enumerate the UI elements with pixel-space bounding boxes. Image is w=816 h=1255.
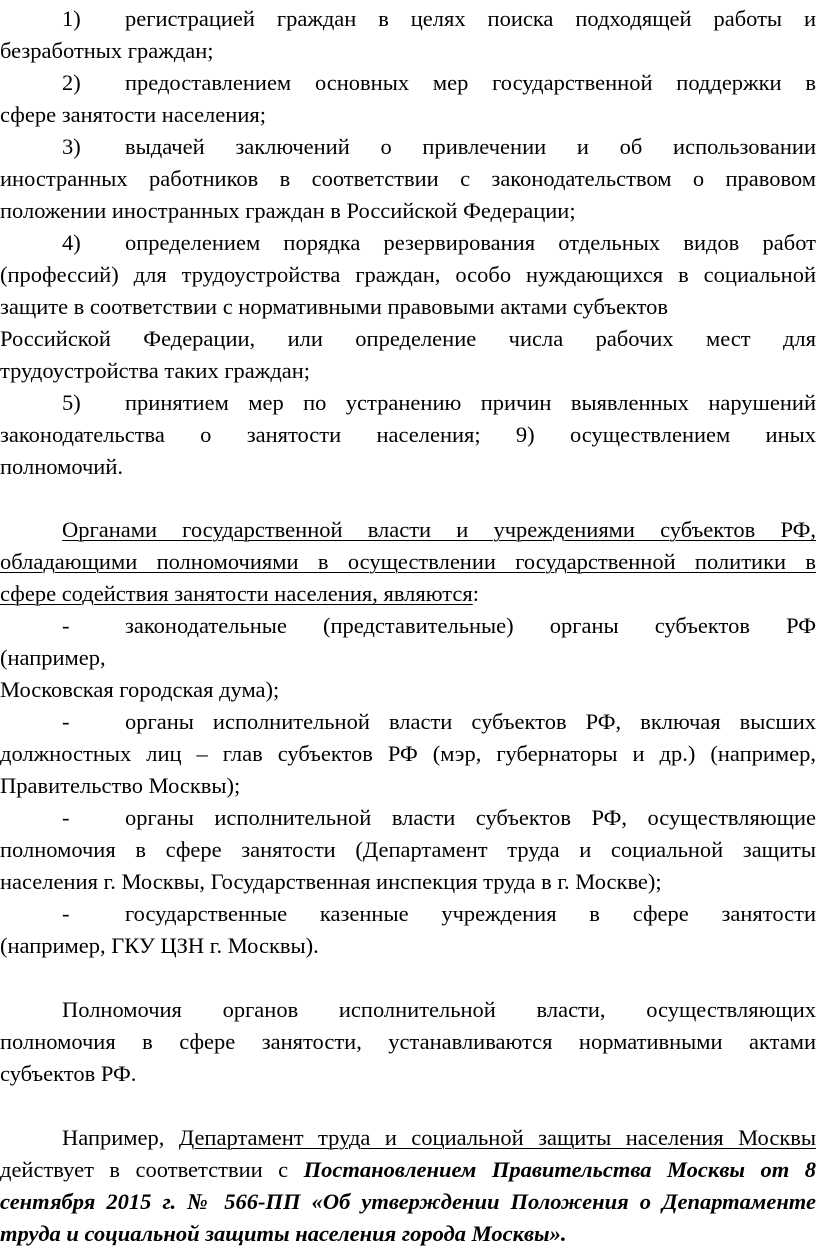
organs-item-4 [0, 898, 816, 930]
decree-title: сентября 2015 г. № 566-ПП «Об утверждении Положения о Департаменте [0, 1189, 816, 1214]
list-item-number: 4) [62, 230, 81, 255]
list-item-text: регистрацией граждан в целях поиска подходящей работы и [125, 6, 816, 31]
organs-heading-line: сфере содействия занятости населения, являются [0, 581, 473, 606]
list-item-continuation: иностранных работников в соответствии с законодательством о правовом [0, 166, 816, 191]
decree-title: труда и социальной защиты населения города Москвы». [0, 1221, 567, 1246]
organs-item-continuation: полномочия в сфере занятости (Департамент труда и социальной защиты [0, 837, 816, 862]
list-item-continuation: (профессий) для трудоустройства граждан, особо нуждающихся в социальной [0, 262, 816, 287]
dash-marker: - [62, 901, 70, 926]
organs-item-continuation: (например, [0, 645, 106, 670]
department-link[interactable]: Департамент труда и социальной защиты населения Москвы [178, 1125, 816, 1150]
example-text: действует в соответствии с [0, 1157, 304, 1182]
list-item-text: предоставлением основных мер государственной поддержки в [125, 70, 816, 95]
organs-heading-line: обладающими полномочиями в осуществлении государственной политики в [0, 549, 816, 574]
list-item-continuation: сфере занятости населения; [0, 102, 266, 127]
list-item-continuation: полномочий. [0, 454, 124, 479]
list-item-continuation: законодательства о занятости населения; 9) осуществлением иных [0, 422, 816, 447]
organs-item-continuation: Московская городская дума); [0, 677, 280, 702]
list-item-text: определением порядка резервирования отдельных видов работ [125, 230, 816, 255]
example-lead: Например, [62, 1125, 179, 1150]
list-item-number: 1) [62, 6, 81, 31]
list-item-continuation: безработных граждан; [0, 38, 214, 63]
organs-item-continuation: населения г. Москвы, Государственная инспекция труда в г. Москве); [0, 869, 662, 894]
dash-marker: - [62, 805, 70, 830]
decree-title: Постановлением Правительства Москвы от 8 [303, 1157, 816, 1182]
organs-heading-line: Органами государственной власти и учреждениями субъектов РФ, [62, 517, 816, 542]
list-item-text: выдачей заключений о привлечении и об использовании [125, 134, 816, 159]
list-item-text: принятием мер по устранению причин выявленных нарушений [125, 390, 816, 415]
list-item-continuation: положении иностранных граждан в Российской Федерации; [0, 198, 576, 223]
list-item-1 [0, 3, 816, 35]
list-item-number: 3) [62, 134, 81, 159]
organs-item-3 [0, 802, 816, 834]
organs-item-text: государственные казенные учреждения в сфере занятости [125, 901, 816, 926]
list-item-5 [0, 387, 816, 419]
list-item-2 [0, 67, 816, 99]
organs-item-text: органы исполнительной власти субъектов РФ, осуществляющие [125, 805, 816, 830]
heading-colon: : [472, 581, 479, 606]
list-item-3 [0, 131, 816, 163]
organs-item-continuation: (например, ГКУ ЦЗН г. Москвы). [0, 933, 319, 958]
organs-item-text: законодательные (представительные) органы субъектов РФ [125, 613, 816, 638]
dash-marker: - [62, 613, 70, 638]
paragraph-line: субъектов РФ. [0, 1061, 137, 1086]
organs-item-text: органы исполнительной власти субъектов РФ, включая высших [125, 709, 816, 734]
paragraph-line: полномочия в сфере занятости, устанавливаются нормативными актами [0, 1029, 816, 1054]
dash-marker: - [62, 709, 70, 734]
list-item-number: 2) [62, 70, 81, 95]
paragraph-line: Полномочия органов исполнительной власти, осуществляющих [62, 997, 816, 1022]
organs-item-2 [0, 706, 816, 738]
list-item-continuation: трудоустройства таких граждан; [0, 358, 311, 383]
list-item-continuation: Российской Федерации, или определение числа рабочих мест для [0, 326, 816, 351]
list-item-continuation: защите в соответствии с нормативными правовыми актами субъектов [0, 294, 669, 319]
organs-item-continuation: Правительство Москвы); [0, 773, 241, 798]
list-item-4 [0, 227, 816, 259]
organs-item-continuation: должностных лиц – глав субъектов РФ (мэр, губернаторы и др.) (например, [0, 741, 816, 766]
organs-item-1 [0, 610, 816, 642]
list-item-number: 5) [62, 390, 81, 415]
